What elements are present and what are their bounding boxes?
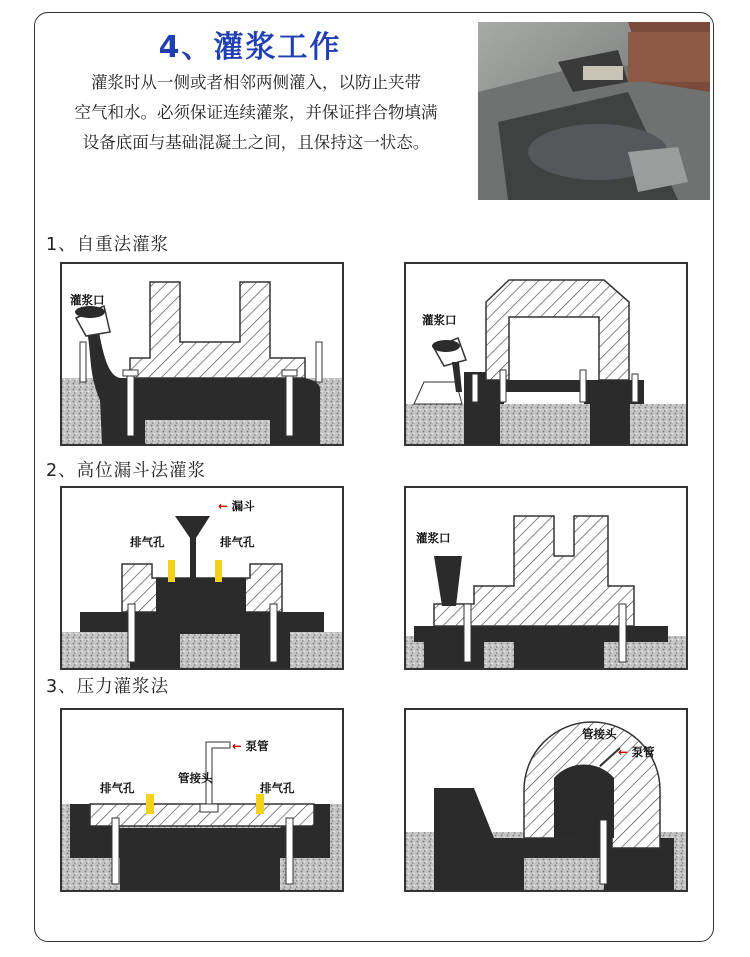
page-title: 4、灌浆工作 [158, 30, 342, 65]
label-pipe-joint: 管接头 [178, 771, 213, 785]
label-pump-pipe: ← 泵管 [618, 745, 655, 759]
label-vent-hole: 排气孔 [220, 535, 255, 549]
label-funnel-text: 漏斗 [231, 499, 255, 513]
diagram-funnel-1 [60, 486, 344, 670]
label-vent-hole: 排气孔 [130, 535, 165, 549]
label-pump-pipe: ← 泵管 [232, 739, 269, 753]
grouting-photo [478, 22, 710, 200]
section-heading-pressure: 3、压力灌浆法 [46, 677, 170, 697]
intro-line: 空气和水。必须保证连续灌浆，并保证拌合物填满 [74, 103, 438, 122]
intro-line: 灌浆时从一侧或者相邻两侧灌入，以防止夹带 [91, 73, 421, 92]
diagram-gravity-2 [404, 262, 688, 446]
label-pour-opening: 灌浆口 [422, 313, 457, 327]
label-pour-opening: 灌浆口 [70, 293, 105, 307]
diagram-gravity-1 [60, 262, 344, 446]
section-heading-funnel: 2、高位漏斗法灌浆 [46, 461, 207, 481]
label-vent-hole: 排气孔 [260, 781, 295, 795]
label-pipe-joint: 管接头 [582, 727, 617, 741]
diagram-pressure-1 [60, 708, 344, 892]
diagram-pressure-2 [404, 708, 688, 892]
label-pump-pipe-text: 泵管 [245, 739, 269, 753]
label-pour-opening: 灌浆口 [416, 531, 451, 545]
label-pump-pipe-text: 泵管 [631, 745, 655, 759]
intro-line: 设备底面与基础混凝土之间，且保持这一状态。 [82, 133, 430, 152]
label-funnel: ← 漏斗 [218, 499, 255, 513]
section-heading-gravity: 1、自重法灌浆 [46, 235, 170, 255]
diagram-funnel-2 [404, 486, 688, 670]
intro-paragraph [46, 68, 466, 158]
label-vent-hole: 排气孔 [100, 781, 135, 795]
